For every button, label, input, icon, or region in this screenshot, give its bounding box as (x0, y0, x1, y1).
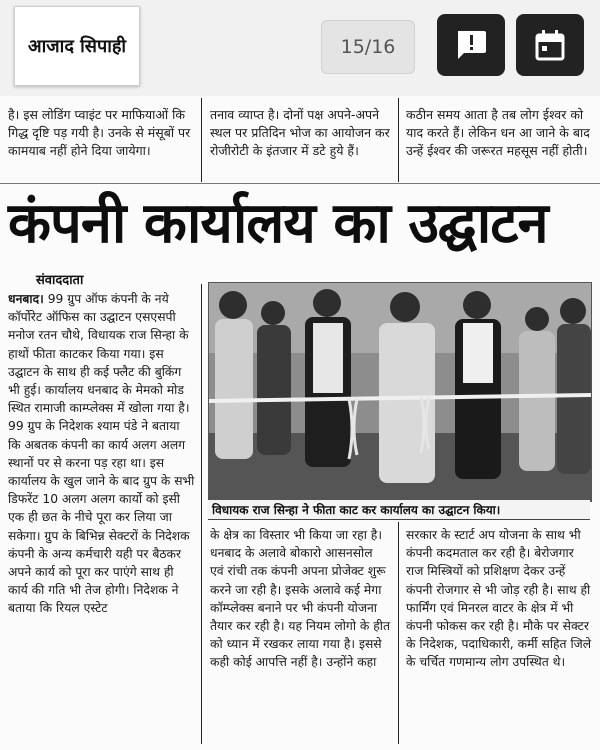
article-right-text: सरकार के स्टार्ट अप योजना के साथ भी कंपनी कदमताल कर रही है। बेरोजगार राज मिस्त्रियों को प्रशिक्षण देकर उन्हें कंपनी रोजगार से भी जोड़ रही है। साथ ही फार्मिंग एवं मिनरल वाटर के क्षेत्र में भी कंपनी फोकस कर रही है। मौके पर सेक्टर के निदेशक, पदाधिकारी, कर्मी सहित जिले के चर्चित गणमान्य लोग उपस्थित थे। (406, 528, 592, 670)
article-byline: संवाददाता (36, 273, 84, 288)
article-left-column (8, 290, 196, 618)
page-indicator-text: 15/16 (340, 36, 396, 58)
calendar-icon (532, 27, 568, 63)
ribbon-cutting-photo (209, 283, 591, 501)
top-column-1-text: है। इस लोडिंग प्वाइंट पर माफियाओं कि गिद्ध दृष्टि पड़ गयी है। उनके से मंसूबों पर कामयाब नहीं होने दिया जायेगा। (8, 107, 191, 158)
article-left-text: 99 ग्रुप ऑफ कंपनी के नये कॉर्पोरेट ऑफिस का उद्घाटन एसएसपी मनोज रतन चौथे, विधायक राज सिन्हा के हाथों फीता काटकर किया गया। इस उद्घाटन के साथ ही कई फ्लैट की बुकिंग भी हुई। कार्यालय धनबाद के मेमको मोड स्थित रामाजी काम्प्लेक्स में खोला गया है। 99 ग्रुप के निदेशक श्याम पंडे ने बताया कि अबतक कंपनी का कार्य अलग अलग स्थानों पर से करना पड़ रहा था। इस कार्यालय के खुल जाने के बाद ग्रुप के सभी डिफरेंट 10 अलग अलग कार्यो को इसी एक ही छत के नीचे पूरा कर लिया जा सकेगा। ग्रुप के बिभिन्न सेक्टरों के निदेशक कंपनी के अन्य कर्मचारी यही पर बैठकर अपने कार्य को पूरा कर पाएंगे साथ ही कार्य की गति भी तेज होगी। निदेशक ने बताया कि रियल एस्टेट (8, 292, 195, 616)
page-indicator[interactable] (321, 20, 415, 74)
photo-caption: विधायक राज सिन्हा ने फीता काट कर कार्यालय का उद्घाटन किया। (208, 500, 590, 520)
article-middle-column (210, 526, 390, 672)
column-divider (398, 98, 399, 182)
column-divider (201, 284, 202, 744)
top-column-2 (210, 106, 390, 160)
newspaper-logo[interactable] (14, 6, 140, 86)
calendar-button[interactable] (516, 14, 584, 76)
article-middle-text: के क्षेत्र का विस्तार भी किया जा रहा है। धनबाद के अलावे बोकारो आसनसोल एवं रांची तक कंपनी अपना प्रोजेक्ट शुरू करने जा रही है। इसके अलावे कई मेगा कॉम्प्लेक्स बनाने पर भी कंपनी योजना तैयार कर रही है। यह नियम लोगो के हीत को ध्यान में रखकर लाया गया है। इससे कही कोई आपत्ति नहीं है। उन्होंने कहा (210, 528, 390, 670)
feedback-button[interactable] (437, 14, 505, 76)
top-column-3-text: कठीन समय आता है तब लोग ईश्वर को याद करते हैं। लेकिन धन आ जाने के बाद उन्हें ईश्वर की जरूरत महसूस नहीं होती। (406, 107, 590, 158)
article-headline: कंपनी कार्यालय का उद्घाटन (8, 190, 548, 256)
column-divider (398, 522, 399, 744)
article-dateline: धनबाद। (8, 292, 44, 306)
article-photo[interactable] (208, 282, 592, 502)
top-column-2-text: तनाव व्याप्त है। दोनों पक्ष अपने-अपने स्थल पर प्रतिदिन भोज का आयोजन कर रोजीरोटी के इंतजार में डटे हुये हैं। (210, 107, 390, 158)
toolbar (0, 0, 600, 96)
feedback-icon (453, 27, 489, 63)
top-column-1 (8, 106, 192, 160)
top-column-3 (406, 106, 592, 160)
column-divider (201, 98, 202, 182)
article-right-column (406, 526, 592, 672)
section-divider (0, 183, 600, 184)
logo-text: आजाद सिपाही (27, 36, 127, 57)
